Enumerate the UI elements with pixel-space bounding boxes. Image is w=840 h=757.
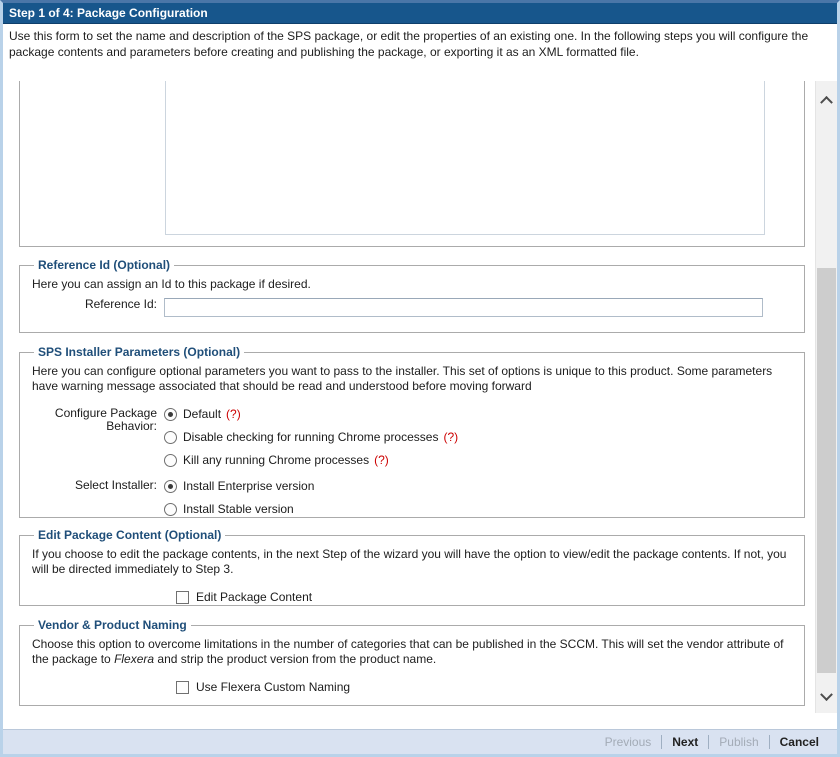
radio-button-kill-processes[interactable] <box>164 454 177 467</box>
chevron-up-icon <box>820 95 833 108</box>
vendor-product-naming-legend: Vendor & Product Naming <box>38 618 187 632</box>
edit-package-content-checkbox[interactable] <box>176 591 189 604</box>
configure-package-behavior-label: Configure Package Behavior: <box>54 406 157 433</box>
installer-parameters-description: Here you can configure optional parameters you want to pass to the installer. This set of options is unique to this product. Some parameters have warning message associated that should be read and understood before moving forward <box>32 364 773 393</box>
installer-parameters-groupbox <box>19 345 805 518</box>
reference-id-input[interactable] <box>164 298 763 317</box>
next-button[interactable]: Next <box>672 735 699 749</box>
radio-button-default[interactable] <box>164 408 177 421</box>
scrollbar-up-button[interactable] <box>816 85 837 113</box>
scrollbar-thumb[interactable] <box>817 268 836 673</box>
checkbox-label: Edit Package Content <box>196 590 313 604</box>
warning-indicator[interactable]: (?) <box>226 407 241 421</box>
vendor-product-naming-description: Choose this option to overcome limitations in the number of categories that can be published in the SCCM. This will set the vendor attribute of the package to Flexera and strip the product version from the product name. <box>32 637 784 666</box>
vertical-scrollbar[interactable] <box>815 81 837 713</box>
publish-button: Publish <box>719 735 759 749</box>
reference-id-groupbox <box>19 258 805 333</box>
flexera-custom-naming-option[interactable] <box>176 680 794 694</box>
title-bar: Step 1 of 4: Package Configuration <box>3 3 837 24</box>
scroll-viewport <box>3 81 837 713</box>
vendor-product-naming-groupbox <box>19 618 805 706</box>
reference-id-label: Reference Id: <box>84 297 157 311</box>
installer-option-enterprise[interactable] <box>164 479 794 493</box>
wizard-footer <box>3 729 837 754</box>
warning-indicator[interactable]: (?) <box>443 430 459 444</box>
previous-button: Previous <box>604 735 652 749</box>
radio-label: Disable checking for running Chrome processes <box>183 430 439 444</box>
radio-label: Kill any running Chrome processes <box>183 453 370 467</box>
package-description-groupbox <box>19 81 805 247</box>
radio-label: Install Enterprise version <box>183 479 315 493</box>
edit-package-content-groupbox <box>19 528 805 606</box>
select-installer-label: Select Installer: <box>74 478 157 492</box>
radio-label: Default <box>183 407 222 421</box>
radio-button-enterprise[interactable] <box>164 480 177 493</box>
installer-parameters-legend: SPS Installer Parameters (Optional) <box>38 345 241 359</box>
behavior-radio-group <box>164 407 794 467</box>
behavior-option-default[interactable] <box>164 407 794 421</box>
footer-spacer <box>3 713 837 729</box>
radio-label: Install Stable version <box>183 502 294 516</box>
radio-button-disable-checking[interactable] <box>164 431 177 444</box>
radio-button-stable[interactable] <box>164 503 177 516</box>
form-content <box>3 81 815 713</box>
reference-id-description: Here you can assign an Id to this package if desired. <box>32 277 311 291</box>
chevron-down-icon <box>820 688 833 701</box>
reference-id-legend: Reference Id (Optional) <box>38 258 171 272</box>
cancel-button[interactable]: Cancel <box>779 735 819 749</box>
warning-indicator[interactable]: (?) <box>374 453 389 467</box>
installer-option-stable[interactable] <box>164 502 794 516</box>
edit-package-content-legend: Edit Package Content (Optional) <box>38 528 222 542</box>
flexera-custom-naming-checkbox[interactable] <box>176 681 189 694</box>
behavior-option-disable-checking[interactable] <box>164 430 794 444</box>
scrollbar-down-button[interactable] <box>816 683 837 711</box>
behavior-option-kill-processes[interactable] <box>164 453 794 467</box>
edit-package-content-option[interactable] <box>176 590 794 604</box>
installer-radio-group <box>164 479 794 516</box>
package-description-textarea[interactable] <box>165 81 765 235</box>
edit-package-content-description: If you choose to edit the package contents, in the next Step of the wizard you will have the option to view/edit the package contents. If not, you will be directed immediately to Step 3. <box>32 547 787 576</box>
wizard-intro-text: Use this form to set the name and description of the SPS package, or edit the properties of an existing one. In the following steps you will configure the package contents and parameters before creating and publishing the package, or exporting it as an XML formatted file. <box>9 29 809 59</box>
checkbox-label: Use Flexera Custom Naming <box>196 680 351 694</box>
